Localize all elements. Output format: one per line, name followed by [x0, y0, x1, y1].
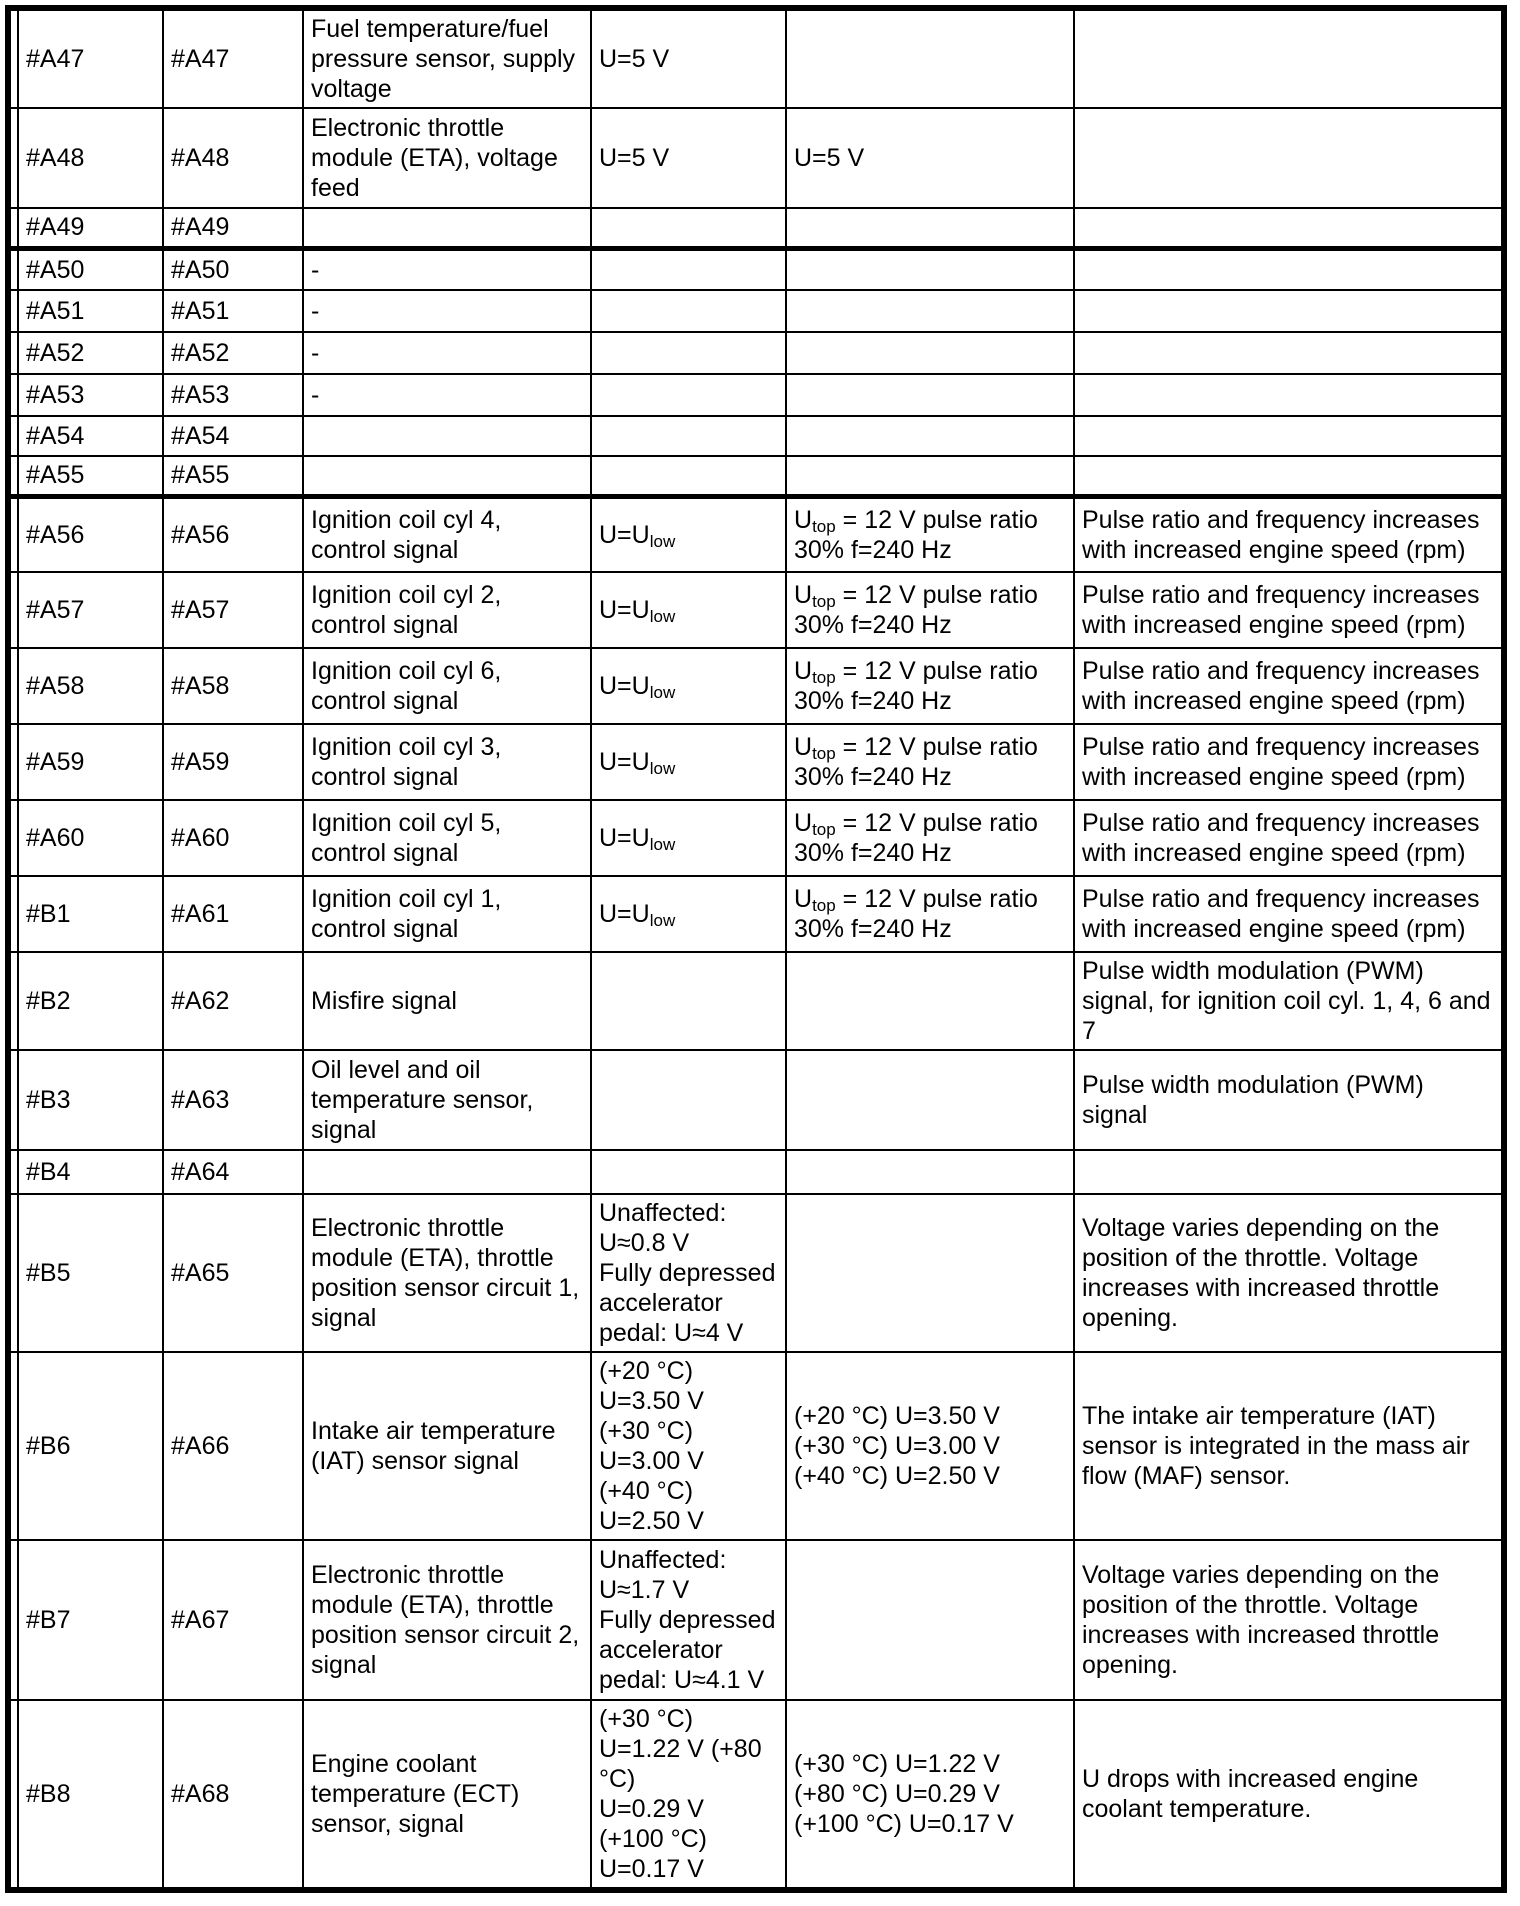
gutter-cell: [8, 416, 18, 456]
gutter-cell: [8, 724, 18, 800]
gutter-cell: [8, 208, 18, 248]
gutter-cell: [8, 876, 18, 952]
pin-b-cell: #B7: [18, 1540, 163, 1700]
notes-cell: Pulse ratio and frequency increases with increased engine speed (rpm): [1074, 648, 1504, 724]
description-cell: -: [303, 374, 591, 416]
pin-b-cell: #A59: [18, 724, 163, 800]
notes-cell: [1074, 332, 1504, 374]
value-secondary-cell: [786, 208, 1074, 248]
value-secondary-cell: [786, 952, 1074, 1050]
pin-a-cell: #A59: [163, 724, 303, 800]
pin-a-cell: #A52: [163, 332, 303, 374]
pin-a-cell: #A65: [163, 1194, 303, 1352]
notes-cell: Pulse width modulation (PWM) signal, for ignition coil cyl. 1, 4, 6 and 7: [1074, 952, 1504, 1050]
notes-cell: [1074, 374, 1504, 416]
description-cell: -: [303, 290, 591, 332]
gutter-cell: [8, 572, 18, 648]
pin-a-cell: #A60: [163, 800, 303, 876]
description-cell: Ignition coil cyl 2, control signal: [303, 572, 591, 648]
subscript-text: low: [649, 835, 676, 854]
gutter-cell: [8, 8, 18, 108]
description-cell: Ignition coil cyl 3, control signal: [303, 724, 591, 800]
pin-b-cell: #B8: [18, 1700, 163, 1890]
subscript-text: low: [649, 683, 676, 702]
value-primary-cell: Unaffected: U≈0.8 V Fully depressed accelerator pedal: U≈4 V: [591, 1194, 786, 1352]
pin-a-cell: #A47: [163, 8, 303, 108]
pin-b-cell: #A50: [18, 248, 163, 290]
table-row: [8, 1700, 1504, 1890]
gutter-cell: [8, 374, 18, 416]
table-row: [8, 724, 1504, 800]
gutter-cell: [8, 290, 18, 332]
subscript-text: top: [812, 592, 836, 611]
pin-a-cell: #A53: [163, 374, 303, 416]
table-row: [8, 952, 1504, 1050]
pin-b-cell: #A58: [18, 648, 163, 724]
pin-a-cell: #A56: [163, 496, 303, 572]
value-secondary-cell: [786, 332, 1074, 374]
notes-cell: Pulse ratio and frequency increases with increased engine speed (rpm): [1074, 496, 1504, 572]
pin-b-cell: #B1: [18, 876, 163, 952]
notes-cell: Pulse ratio and frequency increases with increased engine speed (rpm): [1074, 572, 1504, 648]
pin-b-cell: #B5: [18, 1194, 163, 1352]
value-secondary-cell: [786, 416, 1074, 456]
gutter-cell: [8, 1194, 18, 1352]
value-secondary-cell: [786, 248, 1074, 290]
value-primary-cell: $U=U_{low}$: [591, 496, 786, 572]
gutter-cell: [8, 1540, 18, 1700]
pin-b-cell: #B4: [18, 1150, 163, 1194]
value-primary-cell: (+20 °C) U=3.50 V (+30 °C) U=3.00 V (+40 °C) U=2.50 V: [591, 1352, 786, 1540]
subscript-text: low: [649, 911, 676, 930]
value-primary-cell: [591, 952, 786, 1050]
description-cell: Ignition coil cyl 4, control signal: [303, 496, 591, 572]
pin-b-cell: #A53: [18, 374, 163, 416]
pin-table-body: [8, 8, 1504, 1890]
value-primary-cell: U=5 V: [591, 8, 786, 108]
notes-cell: Pulse ratio and frequency increases with increased engine speed (rpm): [1074, 800, 1504, 876]
pin-b-cell: #A55: [18, 456, 163, 496]
pin-b-cell: #A56: [18, 496, 163, 572]
table-row: [8, 876, 1504, 952]
pin-a-cell: #A66: [163, 1352, 303, 1540]
subscript-text: low: [649, 759, 676, 778]
value-secondary-cell: $U_{top} = 12$ V pulse ratio 30% f=240 Hz: [786, 800, 1074, 876]
value-primary-cell: [591, 332, 786, 374]
table-row: [8, 374, 1504, 416]
notes-cell: Pulse width modulation (PWM) signal: [1074, 1050, 1504, 1150]
description-cell: [303, 416, 591, 456]
table-row: [8, 416, 1504, 456]
notes-cell: U drops with increased engine coolant temperature.: [1074, 1700, 1504, 1890]
value-secondary-cell: [786, 8, 1074, 108]
value-primary-cell: [591, 374, 786, 416]
table-row: [8, 1540, 1504, 1700]
pin-b-cell: #A57: [18, 572, 163, 648]
description-cell: Intake air temperature (IAT) sensor signal: [303, 1352, 591, 1540]
value-secondary-cell: [786, 456, 1074, 496]
pin-a-cell: #A57: [163, 572, 303, 648]
value-secondary-cell: $U_{top} = 12$ V pulse ratio 30% f=240 Hz: [786, 724, 1074, 800]
gutter-cell: [8, 1352, 18, 1540]
value-primary-cell: [591, 416, 786, 456]
pin-b-cell: #A49: [18, 208, 163, 248]
pin-b-cell: #B3: [18, 1050, 163, 1150]
pin-a-cell: #A54: [163, 416, 303, 456]
pin-a-cell: #A67: [163, 1540, 303, 1700]
table-row: [8, 1194, 1504, 1352]
description-cell: Electronic throttle module (ETA), throttle position sensor circuit 2, signal: [303, 1540, 591, 1700]
table-row: [8, 496, 1504, 572]
notes-cell: Voltage varies depending on the position of the throttle. Voltage increases with increased throttle opening.: [1074, 1194, 1504, 1352]
gutter-cell: [8, 1700, 18, 1890]
table-row: [8, 208, 1504, 248]
notes-cell: Voltage varies depending on the position of the throttle. Voltage increases with increased throttle opening.: [1074, 1540, 1504, 1700]
pin-b-cell: #B6: [18, 1352, 163, 1540]
pin-a-cell: #A55: [163, 456, 303, 496]
table-row: [8, 108, 1504, 208]
subscript-text: top: [812, 820, 836, 839]
value-secondary-cell: $U_{top} = 12$ V pulse ratio 30% f=240 Hz: [786, 572, 1074, 648]
table-row: [8, 248, 1504, 290]
pin-b-cell: #A47: [18, 8, 163, 108]
subscript-text: top: [812, 516, 836, 536]
description-cell: [303, 208, 591, 248]
value-primary-cell: [591, 1150, 786, 1194]
pin-a-cell: #A63: [163, 1050, 303, 1150]
gutter-cell: [8, 648, 18, 724]
notes-cell: The intake air temperature (IAT) sensor is integrated in the mass air flow (MAF) sensor.: [1074, 1352, 1504, 1540]
value-secondary-cell: [786, 374, 1074, 416]
description-cell: Ignition coil cyl 6, control signal: [303, 648, 591, 724]
value-secondary-cell: [786, 1150, 1074, 1194]
table-row: [8, 572, 1504, 648]
description-cell: Ignition coil cyl 1, control signal: [303, 876, 591, 952]
description-cell: [303, 456, 591, 496]
pin-b-cell: #A52: [18, 332, 163, 374]
pin-a-cell: #A64: [163, 1150, 303, 1194]
pin-b-cell: #A48: [18, 108, 163, 208]
description-cell: [303, 1150, 591, 1194]
pin-b-cell: #B2: [18, 952, 163, 1050]
notes-cell: [1074, 416, 1504, 456]
notes-cell: [1074, 290, 1504, 332]
value-primary-cell: [591, 456, 786, 496]
pin-a-cell: #A61: [163, 876, 303, 952]
pin-a-cell: #A48: [163, 108, 303, 208]
notes-cell: [1074, 248, 1504, 290]
value-primary-cell: $U=U_{low}$: [591, 724, 786, 800]
value-primary-cell: Unaffected: U≈1.7 V Fully depressed accelerator pedal: U≈4.1 V: [591, 1540, 786, 1700]
description-cell: Engine coolant temperature (ECT) sensor, signal: [303, 1700, 591, 1890]
gutter-cell: [8, 108, 18, 208]
description-cell: Electronic throttle module (ETA), throttle position sensor circuit 1, signal: [303, 1194, 591, 1352]
value-secondary-cell: [786, 1194, 1074, 1352]
value-secondary-cell: U=5 V: [786, 108, 1074, 208]
value-primary-cell: [591, 1050, 786, 1150]
pin-a-cell: #A49: [163, 208, 303, 248]
gutter-cell: [8, 496, 18, 572]
value-secondary-cell: $U_{top} = 12$ V pulse ratio 30% f=240 Hz: [786, 648, 1074, 724]
value-primary-cell: $U=U_{low}$: [591, 648, 786, 724]
subscript-text: low: [649, 607, 676, 626]
table-row: [8, 456, 1504, 496]
description-cell: Misfire signal: [303, 952, 591, 1050]
pin-a-cell: #A51: [163, 290, 303, 332]
gutter-cell: [8, 952, 18, 1050]
value-primary-cell: (+30 °C) U=1.22 V (+80 °C) U=0.29 V (+100 °C) U=0.17 V: [591, 1700, 786, 1890]
description-cell: Electronic throttle module (ETA), voltage feed: [303, 108, 591, 208]
value-secondary-cell: [786, 290, 1074, 332]
table-row: [8, 1050, 1504, 1150]
table-row: [8, 800, 1504, 876]
pin-b-cell: #A54: [18, 416, 163, 456]
description-cell: Oil level and oil temperature sensor, signal: [303, 1050, 591, 1150]
value-primary-cell: [591, 290, 786, 332]
table-row: [8, 8, 1504, 108]
gutter-cell: [8, 332, 18, 374]
pin-b-cell: #A60: [18, 800, 163, 876]
description-cell: -: [303, 332, 591, 374]
value-primary-cell: [591, 248, 786, 290]
pin-a-cell: #A50: [163, 248, 303, 290]
gutter-cell: [8, 800, 18, 876]
value-secondary-cell: $U_{top} = 12$ V pulse ratio 30% f=240 Hz: [786, 876, 1074, 952]
table-row: [8, 332, 1504, 374]
value-secondary-cell: [786, 1540, 1074, 1700]
subscript-text: top: [812, 744, 836, 763]
notes-cell: Pulse ratio and frequency increases with increased engine speed (rpm): [1074, 876, 1504, 952]
notes-cell: [1074, 456, 1504, 496]
gutter-cell: [8, 1150, 18, 1194]
pin-b-cell: #A51: [18, 290, 163, 332]
subscript-text: top: [812, 896, 836, 915]
value-primary-cell: $U=U_{low}$: [591, 572, 786, 648]
subscript-text: low: [649, 531, 676, 551]
value-secondary-cell: (+30 °C) U=1.22 V (+80 °C) U=0.29 V (+100 °C) U=0.17 V: [786, 1700, 1074, 1890]
gutter-cell: [8, 1050, 18, 1150]
table-row: [8, 1352, 1504, 1540]
value-primary-cell: U=5 V: [591, 108, 786, 208]
notes-cell: [1074, 1150, 1504, 1194]
gutter-cell: [8, 248, 18, 290]
notes-cell: [1074, 8, 1504, 108]
description-cell: -: [303, 248, 591, 290]
description-cell: Fuel temperature/fuel pressure sensor, supply voltage: [303, 8, 591, 108]
table-row: [8, 648, 1504, 724]
pin-a-cell: #A68: [163, 1700, 303, 1890]
value-secondary-cell: [786, 1050, 1074, 1150]
value-secondary-cell: (+20 °C) U=3.50 V (+30 °C) U=3.00 V (+40 °C) U=2.50 V: [786, 1352, 1074, 1540]
value-primary-cell: [591, 208, 786, 248]
notes-cell: Pulse ratio and frequency increases with increased engine speed (rpm): [1074, 724, 1504, 800]
notes-cell: [1074, 208, 1504, 248]
pin-a-cell: #A58: [163, 648, 303, 724]
table-row: [8, 1150, 1504, 1194]
value-primary-cell: $U=U_{low}$: [591, 800, 786, 876]
description-cell: Ignition coil cyl 5, control signal: [303, 800, 591, 876]
pin-signal-table: [5, 5, 1507, 1893]
gutter-cell: [8, 456, 18, 496]
table-row: [8, 290, 1504, 332]
notes-cell: [1074, 108, 1504, 208]
value-primary-cell: $U=U_{low}$: [591, 876, 786, 952]
pin-a-cell: #A62: [163, 952, 303, 1050]
value-secondary-cell: $U_{top} = 12$ V pulse ratio 30% f=240 Hz: [786, 496, 1074, 572]
subscript-text: top: [812, 668, 836, 687]
